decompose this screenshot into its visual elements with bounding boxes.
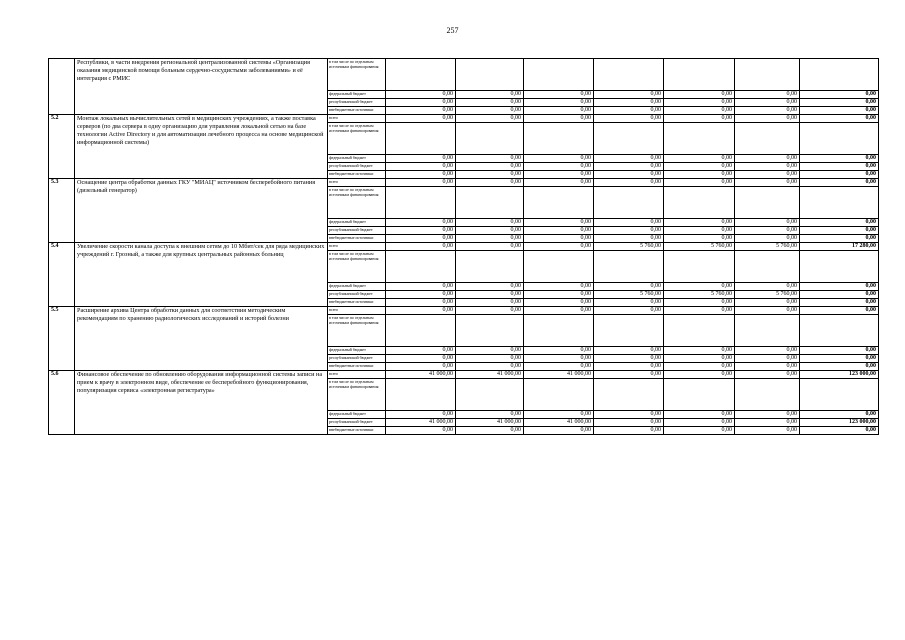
amount-cell: 0,00 <box>524 347 594 355</box>
funding-source-label: федеральный бюджет <box>328 219 386 227</box>
amount-cell: 0,00 <box>456 427 524 435</box>
section-title: Оснащение центра обработки данных ГКУ "МИАЦ" источником бесперебойного питания (дизельный генератор) <box>75 179 328 243</box>
amount-cell: 0,00 <box>664 347 735 355</box>
amount-cell: 0,00 <box>594 107 664 115</box>
amount-cell <box>386 315 456 347</box>
amount-cell: 0,00 <box>664 419 735 427</box>
amount-cell <box>735 315 800 347</box>
amount-cell: 0,00 <box>664 115 735 123</box>
funding-source-label: в том числе по отдельным источникам финансирования <box>328 123 386 155</box>
section-title: Монтаж локальных вычислительных сетей в медицинских учреждениях, а также поставка серверов (по два сервера в одну организацию для управления локальной сетью на базе технологии Active Directory и для автоматизации лечебного процесса на основе медицинской информационной системы) <box>75 115 328 179</box>
amount-cell <box>664 379 735 411</box>
amount-total-cell: 0,00 <box>800 115 879 123</box>
funding-source-label: в том числе по отдельным источникам финансирования <box>328 59 386 91</box>
funding-source-label: внебюджетные источники <box>328 427 386 435</box>
funding-source-label: федеральный бюджет <box>328 91 386 99</box>
amount-cell: 0,00 <box>735 371 800 379</box>
funding-source-label: республиканский бюджет <box>328 419 386 427</box>
amount-cell <box>386 59 456 91</box>
amount-cell: 0,00 <box>594 99 664 107</box>
amount-cell <box>524 251 594 283</box>
amount-cell: 0,00 <box>456 243 524 251</box>
amount-cell: 41 000,00 <box>386 419 456 427</box>
amount-cell: 0,00 <box>456 299 524 307</box>
amount-cell: 0,00 <box>664 171 735 179</box>
amount-total-cell <box>800 187 879 219</box>
amount-cell: 0,00 <box>456 307 524 315</box>
table-row <box>49 371 879 379</box>
amount-cell: 0,00 <box>456 99 524 107</box>
amount-cell: 0,00 <box>386 91 456 99</box>
amount-cell: 0,00 <box>524 235 594 243</box>
amount-cell: 0,00 <box>664 91 735 99</box>
amount-cell: 0,00 <box>735 347 800 355</box>
amount-cell <box>664 187 735 219</box>
amount-cell <box>456 187 524 219</box>
amount-cell: 0,00 <box>735 235 800 243</box>
amount-cell <box>524 59 594 91</box>
amount-cell <box>594 187 664 219</box>
funding-source-label: в том числе по отдельным источникам финансирования <box>328 187 386 219</box>
budget-table-wrapper <box>48 58 878 435</box>
amount-cell: 0,00 <box>735 419 800 427</box>
amount-cell: 0,00 <box>386 243 456 251</box>
amount-cell: 0,00 <box>594 219 664 227</box>
amount-cell: 0,00 <box>664 371 735 379</box>
page-number: 257 <box>446 26 459 35</box>
amount-cell: 5 760,00 <box>735 243 800 251</box>
amount-cell: 0,00 <box>735 171 800 179</box>
funding-source-label: в том числе по отдельным источникам финансирования <box>328 379 386 411</box>
amount-cell: 41 000,00 <box>386 371 456 379</box>
amount-cell <box>456 59 524 91</box>
amount-cell: 0,00 <box>456 155 524 163</box>
section-title: Увеличение скорости канала доступа к внешним сетям до 10 Мбит/сек для ряда медицинских учреждений г. Грозный, а также для крупных центральных районных больниц <box>75 243 328 307</box>
section-number: 5.3 <box>49 179 75 243</box>
amount-cell <box>386 187 456 219</box>
amount-cell: 0,00 <box>386 235 456 243</box>
amount-cell <box>524 187 594 219</box>
amount-cell: 0,00 <box>524 307 594 315</box>
amount-total-cell: 0,00 <box>800 107 879 115</box>
amount-cell: 0,00 <box>524 363 594 371</box>
amount-cell: 0,00 <box>456 227 524 235</box>
amount-cell: 0,00 <box>594 283 664 291</box>
amount-cell: 0,00 <box>524 107 594 115</box>
amount-cell: 0,00 <box>735 91 800 99</box>
amount-cell <box>456 251 524 283</box>
amount-cell: 0,00 <box>594 115 664 123</box>
amount-cell: 0,00 <box>524 115 594 123</box>
amount-total-cell: 0,00 <box>800 155 879 163</box>
amount-cell: 0,00 <box>735 427 800 435</box>
amount-cell: 0,00 <box>735 99 800 107</box>
amount-cell: 0,00 <box>456 347 524 355</box>
amount-cell <box>664 251 735 283</box>
funding-source-label: в том числе по отдельным источникам финансирования <box>328 251 386 283</box>
amount-cell <box>524 379 594 411</box>
amount-cell: 41 000,00 <box>456 419 524 427</box>
amount-cell <box>735 187 800 219</box>
amount-cell: 5 760,00 <box>664 291 735 299</box>
amount-cell: 0,00 <box>664 307 735 315</box>
funding-source-label: всего <box>328 115 386 123</box>
table-row <box>49 59 879 91</box>
amount-cell <box>664 315 735 347</box>
funding-source-label: федеральный бюджет <box>328 283 386 291</box>
amount-cell: 0,00 <box>386 107 456 115</box>
amount-cell <box>594 59 664 91</box>
amount-cell: 41 000,00 <box>524 419 594 427</box>
amount-cell: 0,00 <box>664 355 735 363</box>
funding-source-label: федеральный бюджет <box>328 155 386 163</box>
amount-cell: 0,00 <box>524 427 594 435</box>
amount-cell: 41 000,00 <box>524 371 594 379</box>
amount-total-cell: 0,00 <box>800 291 879 299</box>
amount-cell: 0,00 <box>456 219 524 227</box>
funding-source-label: внебюджетные источники <box>328 107 386 115</box>
amount-cell: 0,00 <box>386 115 456 123</box>
amount-total-cell: 0,00 <box>800 179 879 187</box>
amount-total-cell: 0,00 <box>800 227 879 235</box>
funding-source-label: республиканский бюджет <box>328 355 386 363</box>
amount-cell: 0,00 <box>524 91 594 99</box>
amount-cell: 0,00 <box>386 299 456 307</box>
amount-cell <box>664 123 735 155</box>
amount-cell: 0,00 <box>594 227 664 235</box>
amount-cell: 0,00 <box>386 163 456 171</box>
amount-cell: 0,00 <box>386 355 456 363</box>
amount-cell: 41 000,00 <box>456 371 524 379</box>
amount-cell: 0,00 <box>386 155 456 163</box>
amount-cell: 0,00 <box>664 179 735 187</box>
amount-total-cell: 0,00 <box>800 411 879 419</box>
table-row <box>49 115 879 123</box>
amount-total-cell: 0,00 <box>800 427 879 435</box>
funding-source-label: республиканский бюджет <box>328 291 386 299</box>
amount-cell: 0,00 <box>594 299 664 307</box>
amount-total-cell: 123 000,00 <box>800 371 879 379</box>
amount-total-cell: 0,00 <box>800 347 879 355</box>
amount-cell: 0,00 <box>456 235 524 243</box>
amount-cell: 0,00 <box>524 299 594 307</box>
amount-cell <box>456 315 524 347</box>
amount-cell: 0,00 <box>735 115 800 123</box>
amount-cell <box>735 251 800 283</box>
amount-cell <box>664 59 735 91</box>
amount-cell: 0,00 <box>386 283 456 291</box>
amount-total-cell: 0,00 <box>800 99 879 107</box>
amount-cell: 5 760,00 <box>735 291 800 299</box>
amount-cell: 0,00 <box>664 299 735 307</box>
funding-source-label: федеральный бюджет <box>328 347 386 355</box>
amount-cell: 0,00 <box>664 227 735 235</box>
amount-total-cell: 0,00 <box>800 171 879 179</box>
amount-cell: 0,00 <box>594 347 664 355</box>
amount-cell <box>594 251 664 283</box>
amount-cell: 0,00 <box>735 355 800 363</box>
amount-cell <box>456 123 524 155</box>
amount-cell: 0,00 <box>386 347 456 355</box>
table-row <box>49 179 879 187</box>
amount-cell: 0,00 <box>594 411 664 419</box>
amount-cell <box>386 123 456 155</box>
amount-cell <box>594 123 664 155</box>
amount-cell: 0,00 <box>594 235 664 243</box>
amount-cell <box>524 123 594 155</box>
amount-cell: 0,00 <box>594 419 664 427</box>
amount-cell: 0,00 <box>456 355 524 363</box>
amount-cell: 0,00 <box>456 411 524 419</box>
amount-cell: 0,00 <box>594 307 664 315</box>
amount-cell: 0,00 <box>664 107 735 115</box>
amount-cell: 0,00 <box>735 363 800 371</box>
amount-cell <box>735 123 800 155</box>
amount-cell: 0,00 <box>735 411 800 419</box>
amount-cell: 0,00 <box>524 243 594 251</box>
amount-cell: 0,00 <box>735 307 800 315</box>
funding-source-label: всего <box>328 307 386 315</box>
amount-cell: 0,00 <box>386 219 456 227</box>
amount-cell: 0,00 <box>524 219 594 227</box>
amount-cell: 0,00 <box>386 99 456 107</box>
amount-cell: 0,00 <box>456 163 524 171</box>
amount-cell: 0,00 <box>664 99 735 107</box>
amount-cell: 5 760,00 <box>594 291 664 299</box>
amount-cell: 0,00 <box>594 155 664 163</box>
amount-cell: 0,00 <box>386 427 456 435</box>
budget-table <box>48 58 879 435</box>
amount-cell: 0,00 <box>735 179 800 187</box>
amount-total-cell: 0,00 <box>800 163 879 171</box>
amount-cell: 0,00 <box>735 299 800 307</box>
amount-cell: 0,00 <box>524 411 594 419</box>
funding-source-label: внебюджетные источники <box>328 235 386 243</box>
amount-cell: 0,00 <box>524 291 594 299</box>
amount-cell: 0,00 <box>456 179 524 187</box>
amount-cell: 0,00 <box>735 227 800 235</box>
amount-cell: 5 760,00 <box>594 243 664 251</box>
amount-cell: 0,00 <box>524 179 594 187</box>
amount-cell <box>524 315 594 347</box>
amount-cell: 0,00 <box>664 411 735 419</box>
funding-source-label: республиканский бюджет <box>328 163 386 171</box>
table-row <box>49 307 879 315</box>
amount-total-cell <box>800 315 879 347</box>
amount-cell: 0,00 <box>524 283 594 291</box>
amount-cell: 0,00 <box>594 171 664 179</box>
amount-cell: 0,00 <box>664 427 735 435</box>
funding-source-label: всего <box>328 179 386 187</box>
amount-cell: 0,00 <box>524 99 594 107</box>
section-number: 5.6 <box>49 371 75 435</box>
funding-source-label: в том числе по отдельным источникам финансирования <box>328 315 386 347</box>
section-number <box>49 59 75 115</box>
amount-cell: 0,00 <box>386 411 456 419</box>
amount-cell <box>594 315 664 347</box>
amount-cell: 0,00 <box>664 235 735 243</box>
amount-cell: 0,00 <box>524 227 594 235</box>
amount-cell: 0,00 <box>735 283 800 291</box>
amount-cell <box>735 59 800 91</box>
amount-total-cell: 0,00 <box>800 219 879 227</box>
funding-source-label: внебюджетные источники <box>328 299 386 307</box>
amount-cell <box>594 379 664 411</box>
amount-total-cell: 0,00 <box>800 235 879 243</box>
amount-cell: 0,00 <box>594 371 664 379</box>
amount-cell: 0,00 <box>456 107 524 115</box>
section-number: 5.2 <box>49 115 75 179</box>
amount-total-cell <box>800 123 879 155</box>
amount-cell: 0,00 <box>594 355 664 363</box>
funding-source-label: внебюджетные источники <box>328 363 386 371</box>
amount-cell: 0,00 <box>664 363 735 371</box>
amount-total-cell: 0,00 <box>800 355 879 363</box>
amount-cell: 0,00 <box>594 363 664 371</box>
amount-cell: 0,00 <box>735 155 800 163</box>
amount-cell: 0,00 <box>594 427 664 435</box>
amount-cell: 0,00 <box>735 219 800 227</box>
amount-total-cell <box>800 251 879 283</box>
section-title: Финансовое обеспечение по обновлению оборудования информационной системы записи на прием к врачу в электронном виде, обеспечение ее бесперебойного функционирования, популяризация сервиса «электронная регистратура» <box>75 371 328 435</box>
amount-total-cell: 0,00 <box>800 307 879 315</box>
section-number: 5.4 <box>49 243 75 307</box>
amount-total-cell: 0,00 <box>800 91 879 99</box>
amount-total-cell <box>800 379 879 411</box>
amount-cell: 0,00 <box>456 363 524 371</box>
funding-source-label: федеральный бюджет <box>328 411 386 419</box>
amount-cell: 0,00 <box>664 163 735 171</box>
amount-cell: 0,00 <box>594 179 664 187</box>
section-number: 5.5 <box>49 307 75 371</box>
amount-cell <box>386 379 456 411</box>
amount-cell: 0,00 <box>456 171 524 179</box>
section-title: Расширение архива Центра обработки данных для соответствия методическим рекомендациям по хранению радиологических исследований и историй болезни <box>75 307 328 371</box>
amount-cell <box>386 251 456 283</box>
amount-cell <box>456 379 524 411</box>
funding-source-label: республиканский бюджет <box>328 227 386 235</box>
amount-cell: 0,00 <box>386 227 456 235</box>
funding-source-label: республиканский бюджет <box>328 99 386 107</box>
amount-cell: 0,00 <box>456 291 524 299</box>
amount-cell: 0,00 <box>664 219 735 227</box>
amount-total-cell: 123 000,00 <box>800 419 879 427</box>
amount-cell: 0,00 <box>524 163 594 171</box>
amount-cell: 0,00 <box>735 163 800 171</box>
amount-cell: 0,00 <box>386 179 456 187</box>
amount-cell: 0,00 <box>386 291 456 299</box>
amount-cell: 0,00 <box>524 171 594 179</box>
amount-cell: 0,00 <box>524 355 594 363</box>
amount-cell: 0,00 <box>594 163 664 171</box>
amount-total-cell: 0,00 <box>800 299 879 307</box>
amount-cell: 0,00 <box>386 171 456 179</box>
amount-total-cell: 0,00 <box>800 363 879 371</box>
amount-cell: 0,00 <box>524 155 594 163</box>
amount-cell: 0,00 <box>735 107 800 115</box>
budget-table-body <box>49 59 879 435</box>
amount-cell: 0,00 <box>594 91 664 99</box>
section-title: Республики, в части внедрения региональной централизованной системы «Организация оказания медицинской помощи больным сердечно-сосудистыми заболеваниями» и её интеграция с РМИС <box>75 59 328 115</box>
amount-cell: 0,00 <box>664 155 735 163</box>
amount-cell: 0,00 <box>456 115 524 123</box>
amount-cell: 5 760,00 <box>664 243 735 251</box>
amount-total-cell <box>800 59 879 91</box>
amount-cell: 0,00 <box>456 91 524 99</box>
amount-cell <box>735 379 800 411</box>
amount-cell: 0,00 <box>386 363 456 371</box>
funding-source-label: всего <box>328 371 386 379</box>
funding-source-label: всего <box>328 243 386 251</box>
table-row <box>49 243 879 251</box>
amount-cell: 0,00 <box>664 283 735 291</box>
funding-source-label: внебюджетные источники <box>328 171 386 179</box>
amount-total-cell: 17 280,00 <box>800 243 879 251</box>
amount-cell: 0,00 <box>386 307 456 315</box>
amount-cell: 0,00 <box>456 283 524 291</box>
amount-total-cell: 0,00 <box>800 283 879 291</box>
